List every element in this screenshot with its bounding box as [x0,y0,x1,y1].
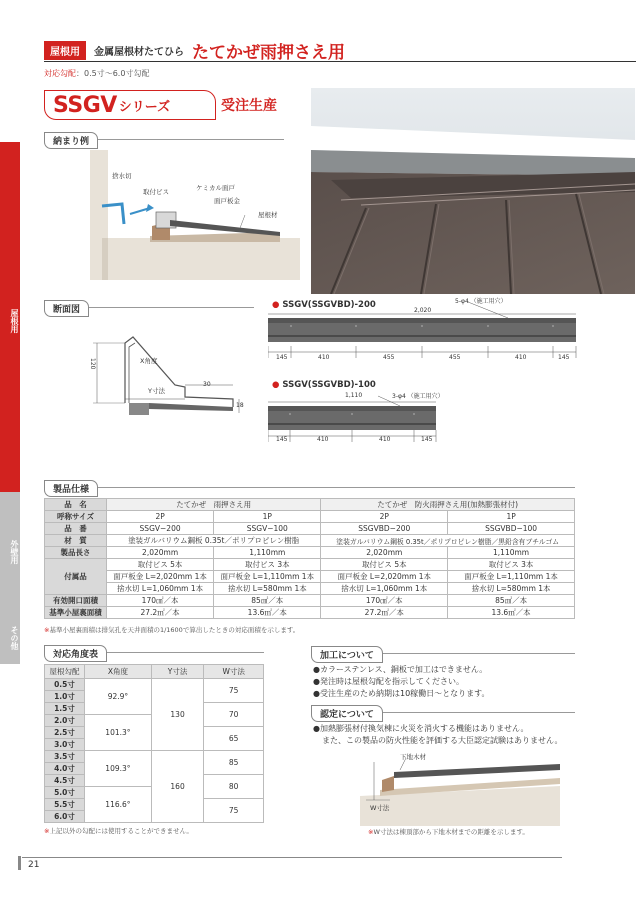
dim-120: 120 [89,358,96,370]
accessory: 面戸板金 L=2,020mm 1本 [321,571,448,583]
table-row [45,679,264,691]
dim-30: 30 [203,381,211,388]
x-angle: 109.3° [85,751,152,787]
profile-100-seg-4: 145 [421,436,433,443]
side-tab-wall[interactable]: 外壁用 [0,492,20,604]
spec-note: ※基準小屋裏面積は排気孔を天井面積の1/1600で算出したときの対応面積を示します。 [44,626,300,634]
page-subtitle: 金属屋根材たてひら [94,47,184,58]
slope: 0.5寸 [45,679,85,691]
label-base-wood: 下地木材 [400,753,426,761]
table-row [45,499,575,511]
slope: 1.5寸 [45,703,85,715]
angle-heading: 対応角度表 [44,645,107,662]
side-tab-roof[interactable]: 屋根用 [0,142,20,492]
slope: 3.0寸 [45,739,85,751]
series-box [44,90,216,120]
cert-text [313,723,562,747]
slope: 2.0寸 [45,715,85,727]
label-y-dim: Y寸法 [148,387,165,395]
code: SSGV−200 [107,523,214,535]
slope: 4.0寸 [45,763,85,775]
material-a: 塗装ガルバリウム鋼板 0.35t／ポリプロピレン樹脂 [107,535,321,547]
table-row [45,571,575,583]
angle-table [44,664,264,823]
size: 1P [448,511,575,523]
profile-200-seg-2: 410 [318,354,330,361]
attic-area: 13.6㎡／本 [214,607,321,619]
profile-200-title: ● SSGV(SSGVBD)-200 [272,300,376,310]
table-row [45,665,264,679]
cert-caption: ※W寸法は棟頂部から下地木材までの距離を示します。 [368,828,529,836]
table-row [45,535,575,547]
size: 2P [321,511,448,523]
profile-100-total: 1,110 [345,392,363,399]
table-row [45,595,575,607]
name-a: たてかぜ 雨押さえ用 [107,499,321,511]
header-divider [44,61,636,62]
x-angle: 116.6° [85,787,152,823]
profile-200-holes: 5-φ4 （施工用穴） [455,298,507,305]
product-photo [311,88,635,294]
open-area: 170㎠／本 [107,595,214,607]
w-value: 75 [204,799,264,823]
section-heading: 断面図 [44,300,89,317]
profile-100-seg-1: 145 [276,436,288,443]
accessory: 面戸板金 L=2,020mm 1本 [107,571,214,583]
size: 1P [214,511,321,523]
w-value: 85 [204,751,264,775]
code: SSGVBD−100 [448,523,575,535]
profile-200-total: 2,020 [414,307,432,314]
page-header [44,38,345,63]
series-suffix: シリーズ [118,99,171,115]
label-drain: 捨水切 [112,172,132,180]
length: 1,110mm [214,547,321,559]
page-bar [18,856,21,870]
table-row [45,751,264,763]
section-diagram [85,325,245,435]
slope: 5.5寸 [45,799,85,811]
label-x-angle: X角度 [140,357,158,365]
name-b: たてかぜ 防火雨押さえ用(加熱膨張材付) [321,499,575,511]
size: 2P [107,511,214,523]
accessory: 取付ビス 3本 [448,559,575,571]
processing-heading: 加工について [311,646,383,663]
accessory: 捨水切 L=1,060mm 1本 [321,583,448,595]
page-title: たてかぜ雨押さえ用 [192,43,345,63]
w-value: 70 [204,703,264,727]
attic-area: 27.2㎡／本 [321,607,448,619]
spec-table [44,498,575,619]
slope-value: ：0.5寸〜6.0寸勾配 [76,69,150,78]
slope-range [44,68,149,79]
table-row [45,559,575,571]
install-heading: 納まり例 [44,132,98,149]
row-label: 品 番 [45,523,107,535]
length: 2,020mm [107,547,214,559]
table-row [45,583,575,595]
list-item: ●発注時は屋根勾配を指示してください。 [313,677,464,686]
label-chem: ケミカル面戸 [196,184,235,192]
accessory: 面戸板金 L=1,110mm 1本 [448,571,575,583]
list-item: ●受注生産のため納期は10稼働日〜となります。 [313,689,490,698]
length: 2,020mm [321,547,448,559]
slope-label: 対応勾配 [44,69,76,78]
profile-200-seg-6: 145 [558,354,570,361]
profile-100-drawing [268,392,438,452]
w-value: 65 [204,727,264,751]
profile-100-seg-2: 410 [317,436,329,443]
slope: 5.0寸 [45,787,85,799]
y-value: 160 [151,751,203,823]
accessory: 取付ビス 5本 [107,559,214,571]
list-item: ●カラーステンレス、銅板で加工はできません。 [313,665,488,674]
category-badge: 屋根用 [44,41,86,60]
accessory: 取付ビス 3本 [214,559,321,571]
accessory: 捨水切 L=580mm 1本 [214,583,321,595]
slope: 6.0寸 [45,811,85,823]
code: SSGV−100 [214,523,321,535]
accessory: 捨水切 L=580mm 1本 [448,583,575,595]
profile-200-seg-4: 455 [449,354,461,361]
side-tab-other[interactable]: その他 [0,604,20,664]
w-value: 75 [204,679,264,703]
col-header: Y寸法 [151,665,203,679]
profile-100-title: ● SSGV(SSGVBD)-100 [272,380,376,390]
accessory: 捨水切 L=1,060mm 1本 [107,583,214,595]
dim-18: 18 [236,402,244,409]
cert-diagram [360,752,560,826]
table-row [45,607,575,619]
cert-heading: 認定について [311,705,383,722]
y-value: 130 [151,679,203,751]
material-b: 塗装ガルバリウム鋼板 0.35t／ポリプロピレン樹脂／黒鉛含有ブチルゴム [321,535,575,547]
angle-note: ※上記以外の勾配には使用することができません。 [44,827,193,835]
accessory: 面戸板金 L=1,110mm 1本 [214,571,321,583]
slope: 3.5寸 [45,751,85,763]
profile-200-seg-1: 145 [276,354,288,361]
processing-list [313,664,490,700]
list-item: ●加熱膨張材付換気棟に火災を消火する機能はありません。 [313,724,529,733]
col-header: 屋根勾配 [45,665,85,679]
profile-100-seg-3: 410 [379,436,391,443]
slope: 1.0寸 [45,691,85,703]
label-w-dim: W寸法 [370,804,390,812]
row-label: 基準小屋裏面積 [45,607,107,619]
profile-100-holes: 3-φ4 （施工用穴） [392,393,444,400]
spec-heading-line [44,487,575,488]
row-label: 製品長さ [45,547,107,559]
row-label: 呼称サイズ [45,511,107,523]
x-angle: 101.3° [85,715,152,751]
row-label: 付属品 [45,559,107,595]
table-row [45,523,575,535]
list-item: また、この製品の防火性能を評価する大臣認定試験はありません。 [322,736,563,745]
profile-200-seg-5: 410 [515,354,527,361]
page-number: 21 [28,860,40,870]
accessory: 取付ビス 5本 [321,559,448,571]
code: SSGVBD−200 [321,523,448,535]
series-code: SSGV [53,92,117,118]
open-area: 170㎠／本 [321,595,448,607]
build-to-order: 受注生産 [221,98,277,114]
col-header: W寸法 [204,665,264,679]
table-row [45,547,575,559]
w-value: 80 [204,775,264,799]
col-header: X角度 [85,665,152,679]
slope: 2.5寸 [45,727,85,739]
footer-line [22,857,562,858]
row-label: 材 質 [45,535,107,547]
x-angle: 92.9° [85,679,152,715]
open-area: 85㎠／本 [214,595,321,607]
row-label: 品 名 [45,499,107,511]
label-board: 面戸板金 [214,197,240,205]
profile-200-seg-3: 455 [383,354,395,361]
spec-heading: 製品仕様 [44,480,98,497]
label-screw: 取付ビス [143,188,169,196]
length: 1,110mm [448,547,575,559]
profile-200-drawing [268,300,578,360]
open-area: 85㎠／本 [448,595,575,607]
slope: 4.5寸 [45,775,85,787]
table-row [45,511,575,523]
row-label: 有効開口面積 [45,595,107,607]
attic-area: 13.6㎡／本 [448,607,575,619]
attic-area: 27.2㎡／本 [107,607,214,619]
label-roof: 屋根材 [258,211,278,219]
